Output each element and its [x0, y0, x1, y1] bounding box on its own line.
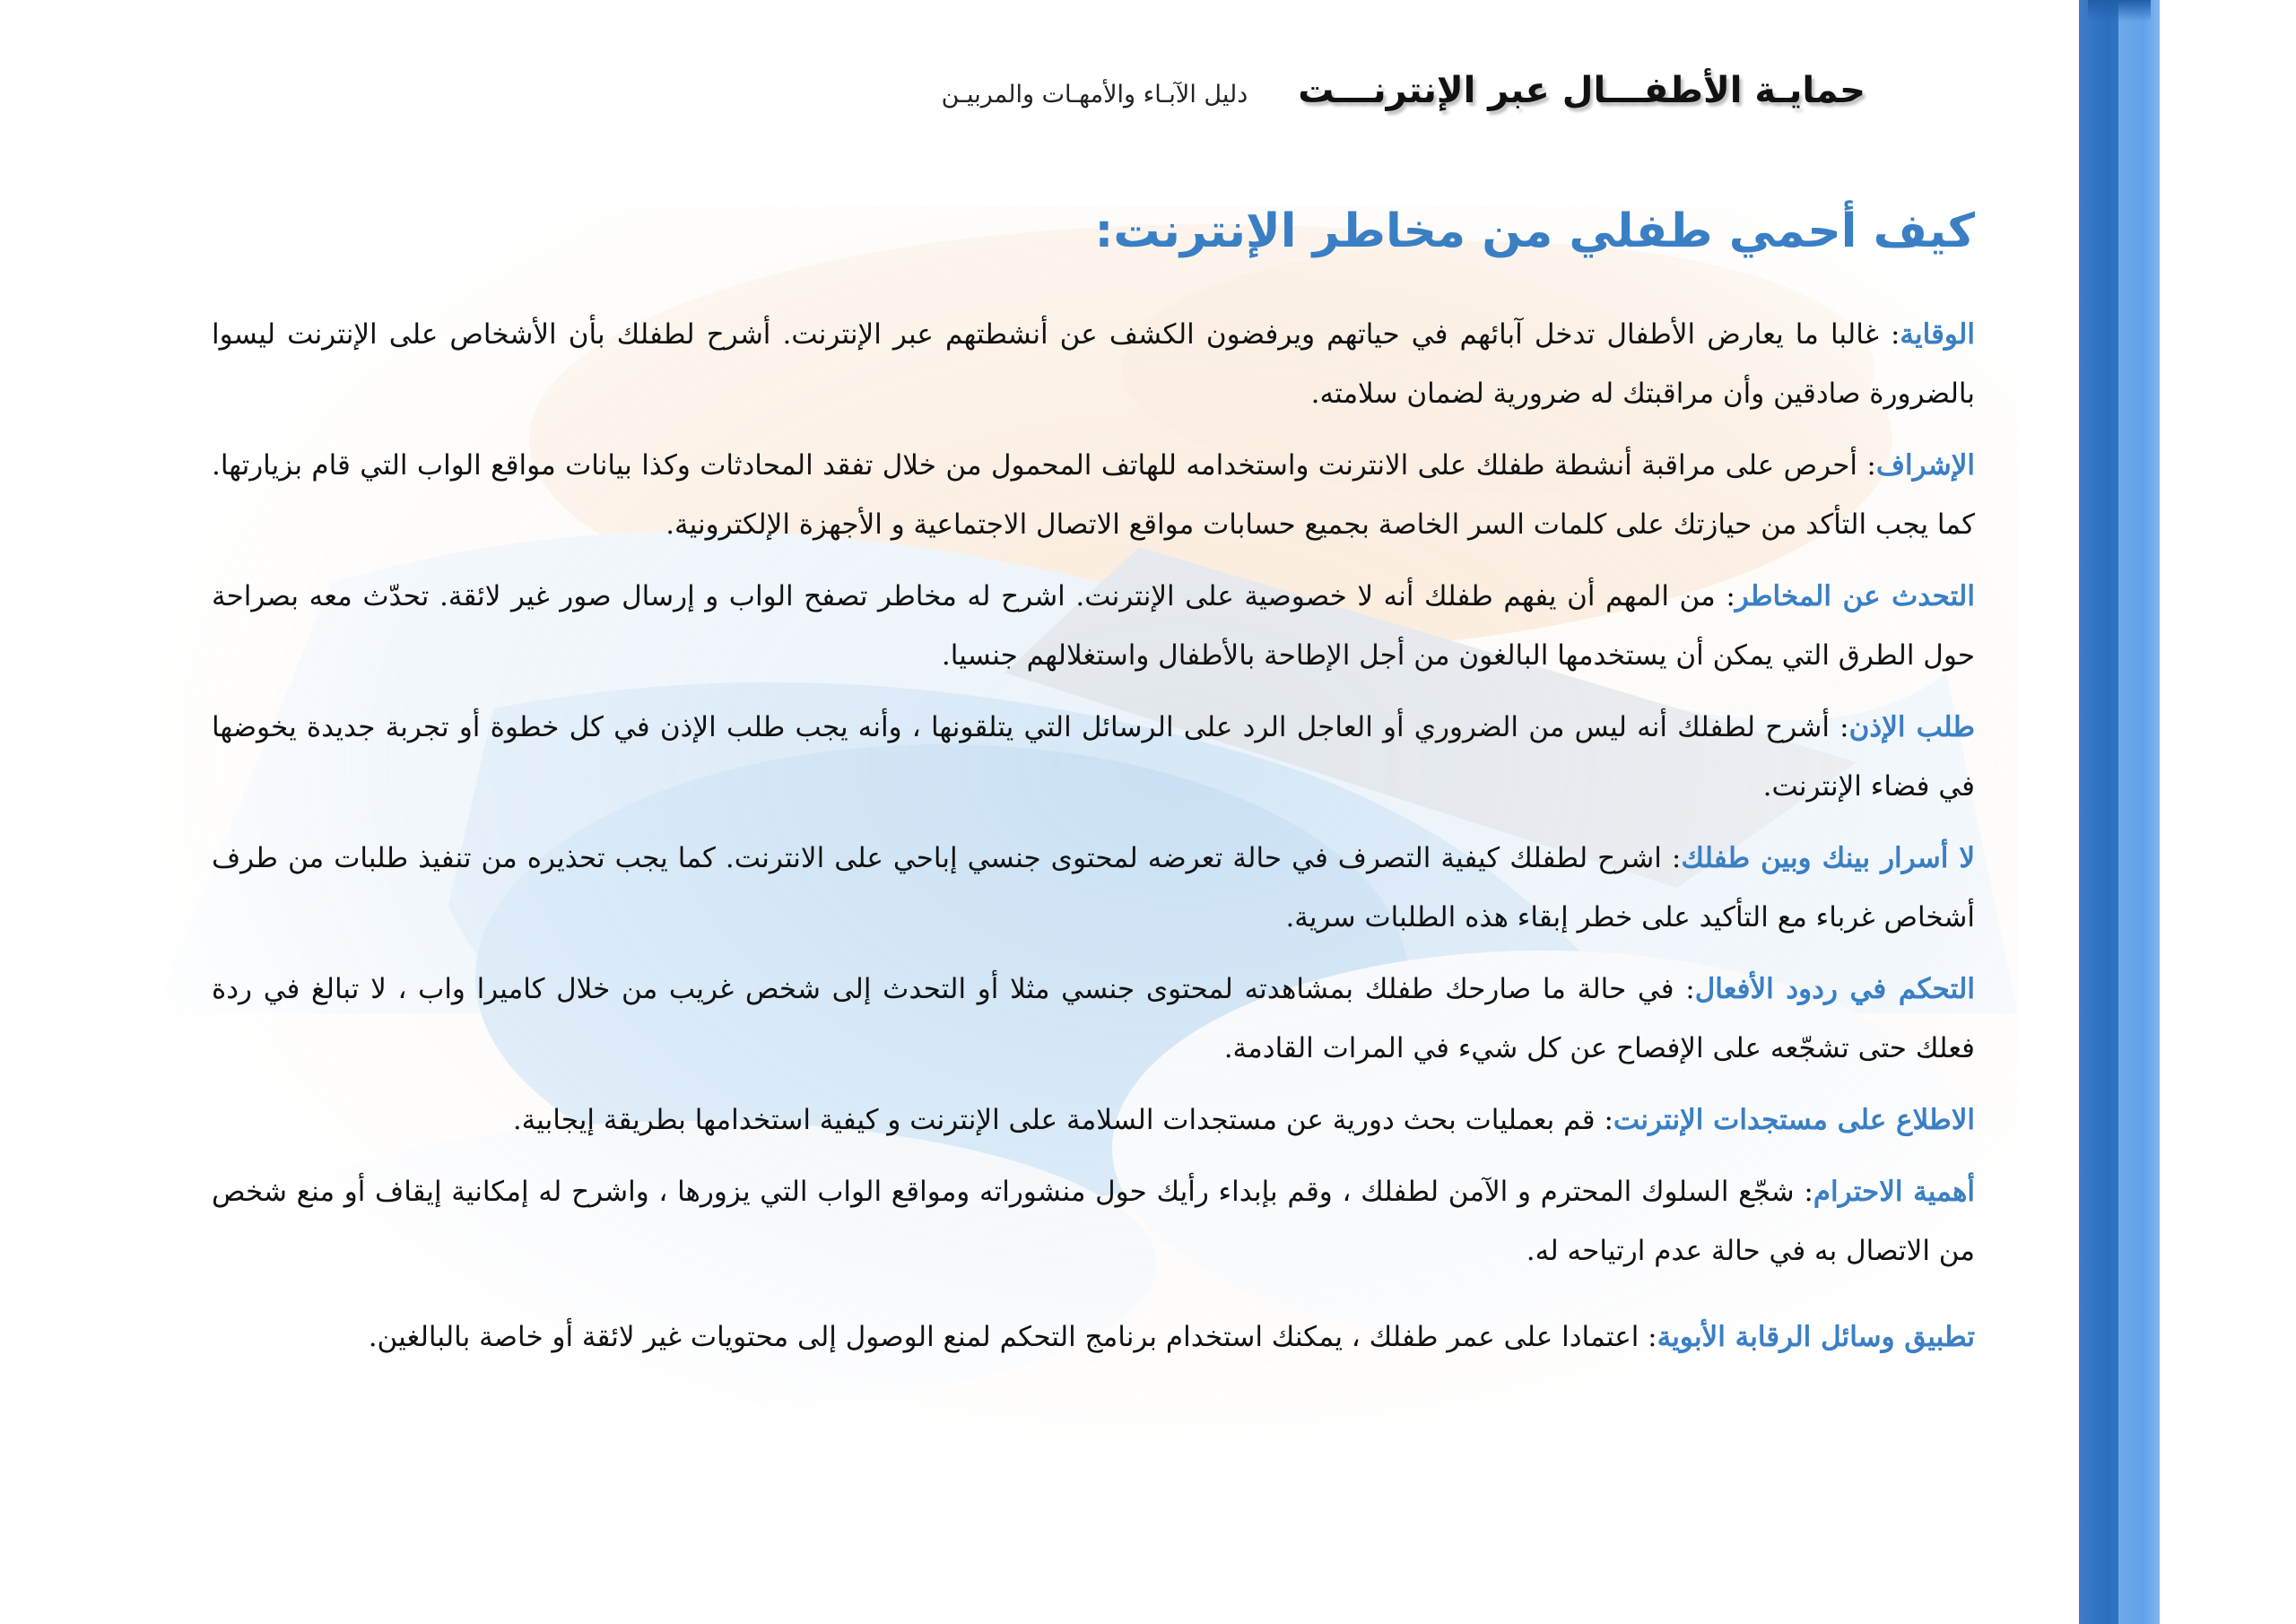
section-term: التحكم في ردود الأفعال: [1694, 973, 1975, 1005]
section-text: : في حالة ما صارحك طفلك بمشاهدته لمحتوى جنسي مثلا أو التحدث إلى شخص غريب من خلال كاميرا واب ، لا تبالغ في ردة فعلك حتى تشجّعه على الإفصاح عن كل شيء في المرات القادمة.: [212, 973, 1975, 1064]
header-subtitle: دليل الآبـاء والأمهـات والمربيـن: [941, 81, 1248, 109]
header-title: حمايـة الأطفـــال عبر الإنترنـــت: [1298, 70, 1866, 111]
section-term: طلب الإذن: [1848, 711, 1976, 743]
side-bar-light: [2118, 0, 2160, 1624]
section-text: : من المهم أن يفهم طفلك أنه لا خصوصية على الإنترنت. اشرح له مخاطر تصفح الواب و إرسال صور غير لائقة. تحدّث معه بصراحة حول الطرق التي يمكن أن يستخدمها البالغون من أجل الإطاحة بالأطفال واستغلالهم جنسيا.: [212, 580, 1975, 672]
section-talk-about-risks: [212, 567, 1975, 685]
section-term: الوقاية: [1900, 318, 1975, 351]
section-internet-updates: [212, 1090, 1975, 1150]
section-term: أهمية الاحترام: [1813, 1176, 1975, 1208]
section-text: : أشرح لطفلك أنه ليس من الضروري أو العاجل الرد على الرسائل التي يتلقونها ، وأنه يجب طلب الإذن في كل خطوة أو تجربة جديدة يخوضها في فضاء الإنترنت.: [212, 711, 1975, 803]
main-content: [212, 305, 1975, 1379]
side-decoration-bar: [2079, 0, 2160, 1624]
section-respect: [212, 1162, 1975, 1281]
section-text: : أحرص على مراقبة أنشطة طفلك على الانترنت واستخدامه للهاتف المحمول من خلال تفقد المحادثات وكذا بيانات مواقع الواب التي قام بزيارتها. كما يجب التأكد من حيازتك على كلمات السر الخاصة بجميع حسابات مواقع الاتصال الاجتماعية و الأجهزة الإلكترونية.: [212, 449, 1975, 541]
section-term: الاطلاع على مستجدات الإنترنت: [1613, 1104, 1975, 1136]
section-text: : شجّع السلوك المحترم و الآمن لطفلك ، وقم بإبداء رأيك حول منشوراته ومواقع الواب التي يزورها ، واشرح له إمكانية إيقاف أو منع شخص من الاتصال به في حالة عدم ارتياحه له.: [212, 1176, 1975, 1267]
section-parental-controls: [212, 1307, 1975, 1367]
side-bar-dark: [2079, 0, 2118, 1624]
section-term: الإشراف: [1875, 449, 1975, 482]
section-term: لا أسرار بينك وبين طفلك: [1681, 842, 1975, 874]
section-text: : اشرح لطفلك كيفية التصرف في حالة تعرضه لمحتوى جنسي إباحي على الانترنت. كما يجب تحذيره من تنفيذ طلبات من طرف أشخاص غرباء مع التأكيد على خطر إبقاء هذه الطلبات سرية.: [212, 842, 1975, 934]
section-no-secrets: [212, 829, 1975, 947]
section-text: : قم بعمليات بحث دورية عن مستجدات السلامة على الإنترنت و كيفية استخدامها بطريقة إيجابية.: [512, 1104, 1613, 1136]
section-term: تطبيق وسائل الرقابة الأبوية: [1657, 1321, 1975, 1353]
section-text: : غالبا ما يعارض الأطفال تدخل آبائهم في حياتهم ويرفضون الكشف عن أنشطتهم عبر الإنترنت. أشرح لطفلك بأن الأشخاص على الإنترنت ليسوا بالضرورة صادقين وأن مراقبتك له ضرورية لضمان سلامته.: [212, 318, 1975, 410]
section-prevention: [212, 305, 1975, 423]
section-supervision: [212, 436, 1975, 554]
side-bar-corner: [2088, 0, 2151, 22]
section-ask-permission: [212, 698, 1975, 816]
page-title: كيف أحمي طفلي من مخاطر الإنترنت:: [1094, 204, 1975, 258]
page-header: [942, 70, 1866, 111]
section-term: التحدث عن المخاطر: [1735, 580, 1975, 612]
section-control-reactions: [212, 960, 1975, 1078]
section-text: : اعتمادا على عمر طفلك ، يمكنك استخدام برنامج التحكم لمنع الوصول إلى محتويات غير لائقة أو خاصة بالبالغين.: [368, 1321, 1657, 1353]
